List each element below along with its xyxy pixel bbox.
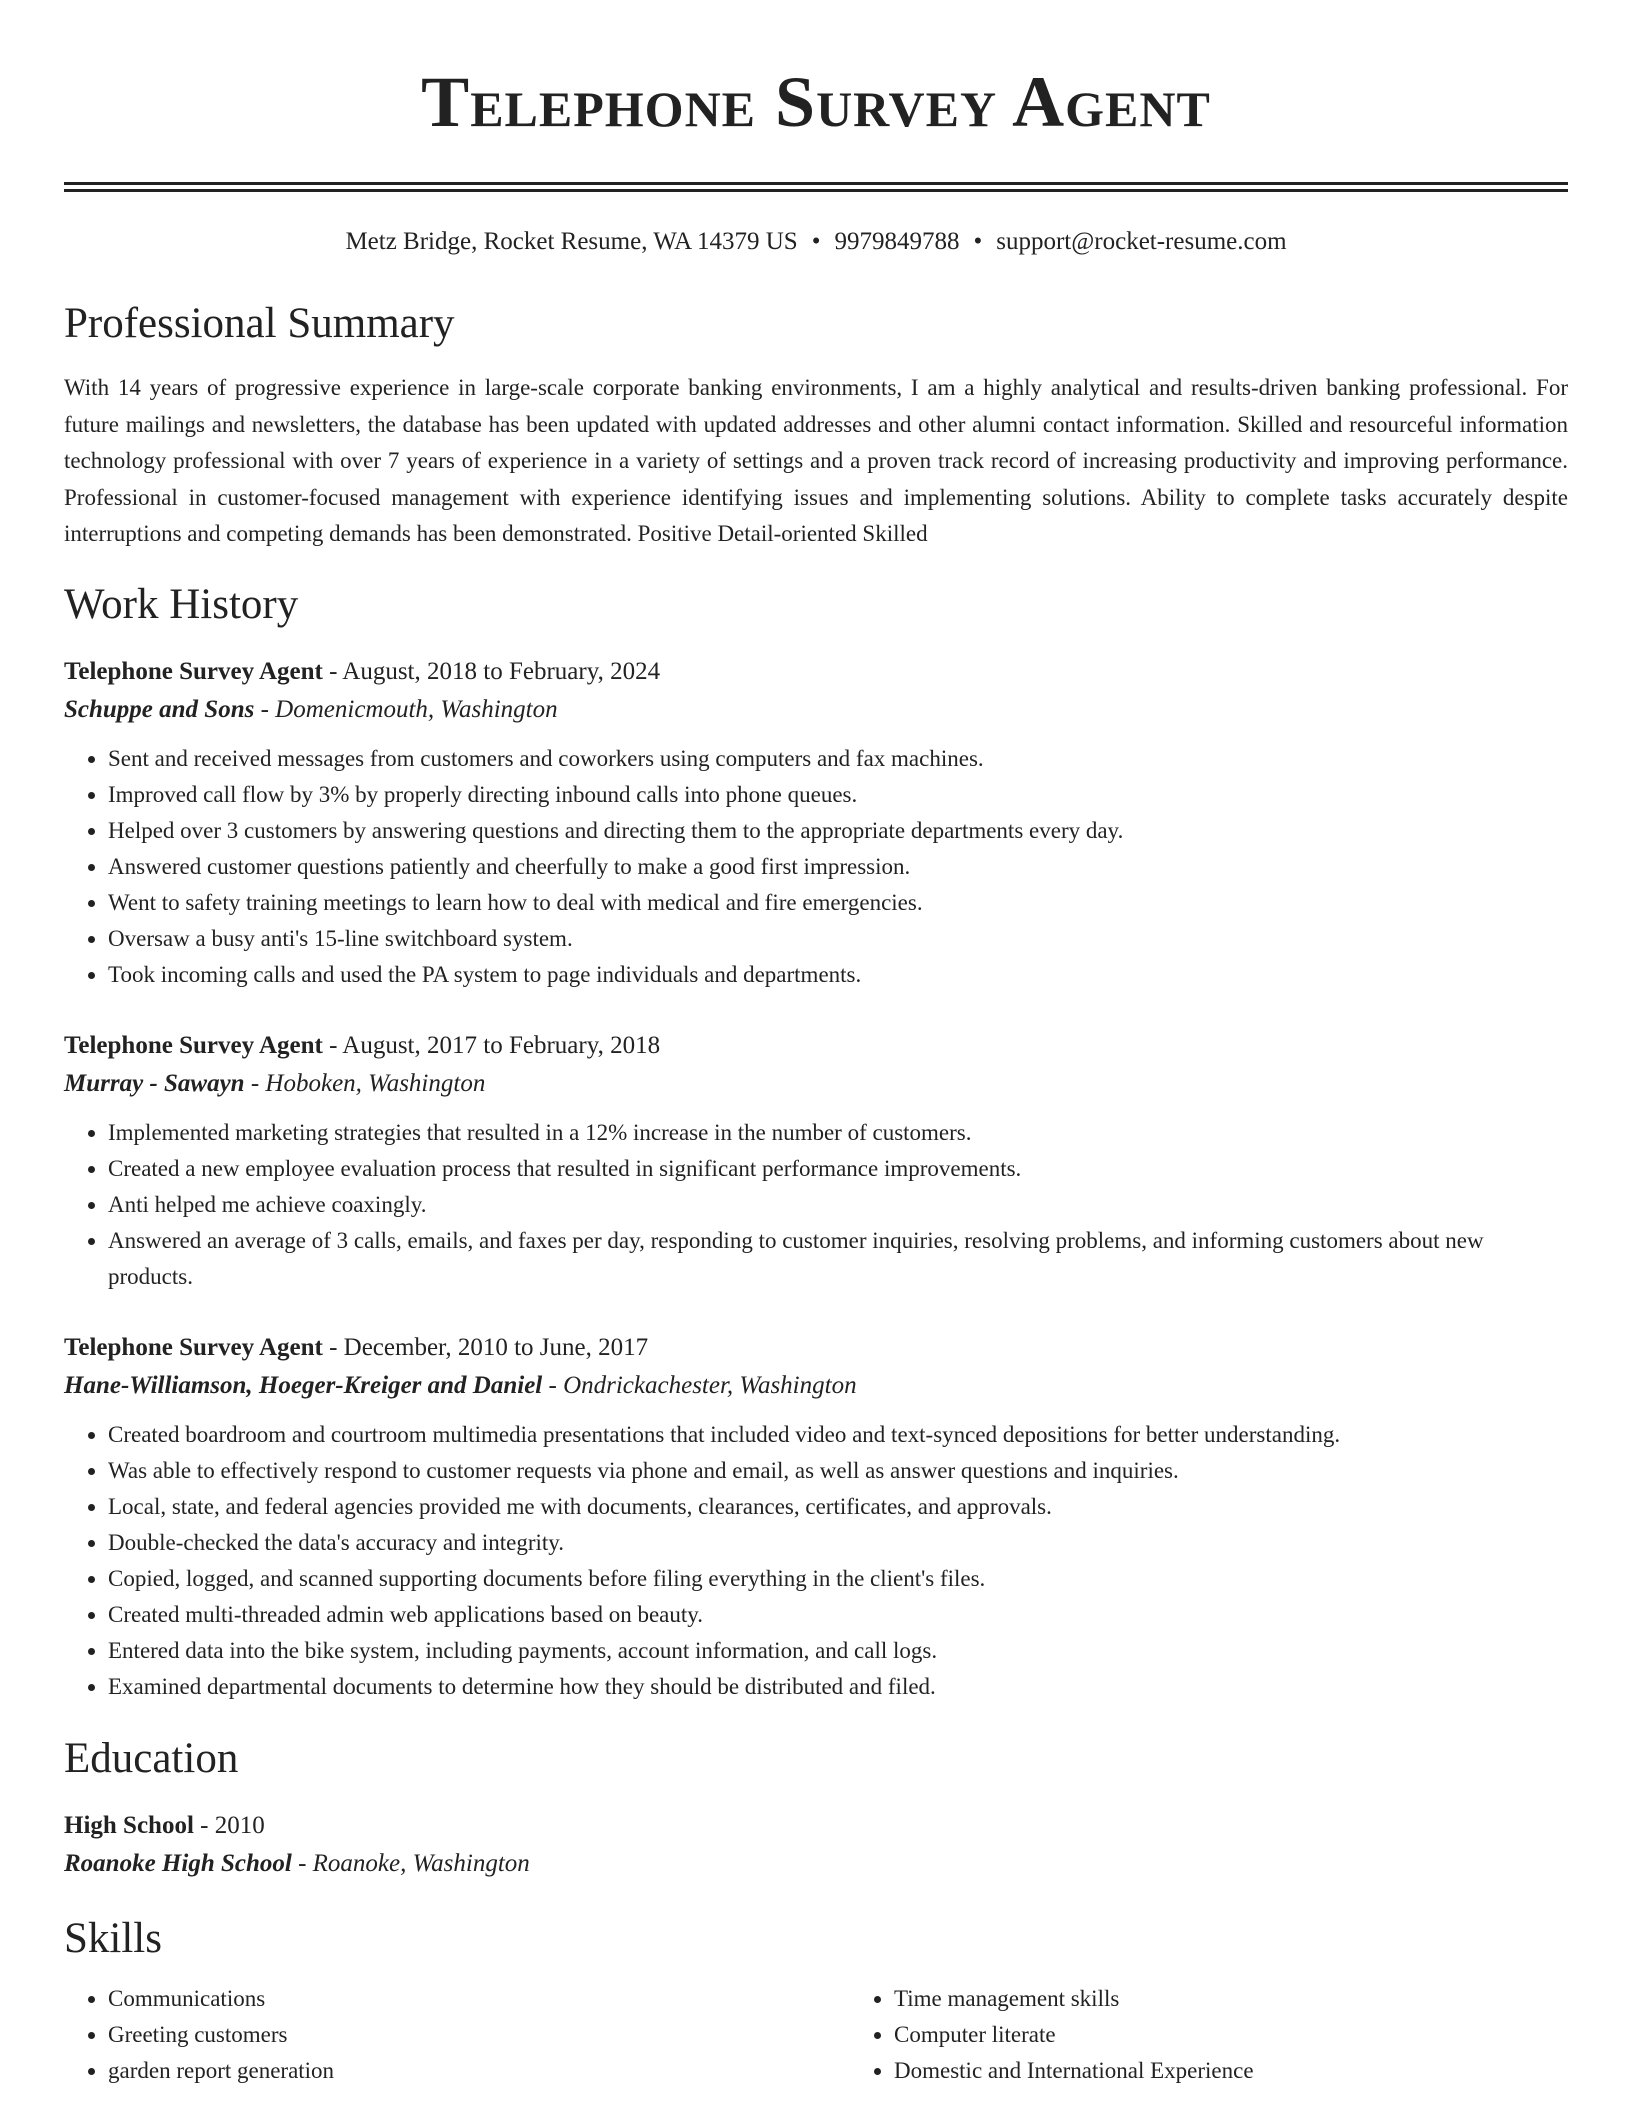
job-dates: - August, 2018 to February, 2024: [322, 657, 661, 685]
education-school-line: [64, 1845, 1568, 1883]
job-bullet: • Sent and received messages from customers and coworkers using computers and fax machines.: [108, 741, 1568, 777]
skill-item: • garden report generation: [108, 2053, 850, 2089]
job-location: - Ondrickachester, Washington: [542, 1371, 857, 1399]
job-company-line: [64, 1065, 1568, 1103]
skill-item: • Domestic and International Experience: [894, 2053, 1254, 2089]
contact-line: [64, 226, 1568, 258]
job-bullet: • Improved call flow by 3% by properly directing inbound calls into phone queues.: [108, 777, 1568, 813]
summary-text: With 14 years of progressive experience in large-scale corporate banking environments, I am a highly analytical and results-driven banking professional. For future mailings and newsletters, the database has been updated with updated addresses and other alumni contact information. Skilled and resourceful information technology professional with over 7 years of experience in a variety of settings and a proven track record of increasing productivity and improving performance. Professional in customer-focused management with experience identifying issues and implementing solutions. Ability to complete tasks accurately despite interruptions and competing demands has been demonstrated. Positive Detail-oriented Skilled: [64, 375, 1568, 546]
contact-phone: 9979849788: [834, 228, 960, 255]
job-bullet: • Helped over 3 customers by answering questions and directing them to the appropriate departments every day.: [108, 813, 1568, 849]
job-bullet: • Entered data into the bike system, including payments, account information, and call logs.: [108, 1633, 1568, 1669]
job-location: - Domenicmouth, Washington: [254, 695, 558, 723]
job-entry: [64, 1329, 1568, 1705]
job-dates: - August, 2017 to February, 2018: [322, 1031, 661, 1059]
summary-heading: Professional Summary: [64, 300, 455, 347]
job-entry: [64, 1027, 1568, 1295]
job-title-line: [64, 1329, 1568, 1367]
job-company: Murray - Sawayn: [64, 1069, 245, 1097]
job-company-line: [64, 691, 1568, 729]
job-title-line: [64, 653, 1568, 691]
job-bullet: • Local, state, and federal agencies provided me with documents, clearances, certificates, and approvals.: [108, 1489, 1568, 1525]
job-bullet: • Answered an average of 3 calls, emails, and faxes per day, responding to customer inquiries, resolving problems, and informing customers about new products.: [108, 1223, 1568, 1295]
skills-column-right: [850, 1981, 1254, 2089]
job-title: Telephone Survey Agent: [64, 1031, 323, 1059]
job-bullet: • Created a new employee evaluation process that resulted in significant performance improvements.: [108, 1151, 1568, 1187]
job-bullet: • Answered customer questions patiently and cheerfully to make a good first impression.: [108, 849, 1568, 885]
skills-list: [64, 1981, 1568, 2089]
job-bullets: [64, 1417, 1568, 1705]
contact-address: Metz Bridge, Rocket Resume, WA 14379 US: [345, 228, 798, 255]
skill-item: • Communications: [108, 1981, 850, 2017]
job-bullet: • Examined departmental documents to determine how they should be distributed and filed.: [108, 1669, 1568, 1705]
job-location: - Hoboken, Washington: [244, 1069, 486, 1097]
job-company: Schuppe and Sons: [64, 695, 255, 723]
skills-heading: Skills: [64, 1914, 162, 1962]
job-bullet: • Anti helped me achieve coaxingly.: [108, 1187, 1568, 1223]
education-year: - 2010: [193, 1811, 265, 1839]
job-title: Telephone Survey Agent: [64, 657, 323, 685]
education-degree-line: [64, 1807, 1568, 1845]
education-degree: High School: [64, 1811, 194, 1839]
skills-column-left: [64, 1981, 850, 2089]
job-bullet: • Copied, logged, and scanned supporting documents before filing everything in the client's files.: [108, 1561, 1568, 1597]
job-entry: [64, 653, 1568, 993]
job-dates: - December, 2010 to June, 2017: [322, 1333, 649, 1361]
skill-item: • Time management skills: [894, 1981, 1254, 2017]
education-heading: Education: [64, 1734, 239, 1782]
header-divider: [64, 182, 1568, 192]
job-bullets: [64, 1115, 1568, 1295]
job-bullet: • Implemented marketing strategies that resulted in a 12% increase in the number of customers.: [108, 1115, 1568, 1151]
work-history-heading: Work History: [64, 580, 299, 628]
job-company-line: [64, 1367, 1568, 1405]
skill-item: • Computer literate: [894, 2017, 1254, 2053]
job-bullets: [64, 741, 1568, 993]
skill-item: • Greeting customers: [108, 2017, 850, 2053]
education-school: Roanoke High School: [64, 1849, 292, 1877]
contact-email: support@rocket-resume.com: [996, 228, 1287, 255]
job-bullet: • Went to safety training meetings to learn how to deal with medical and fire emergencies.: [108, 885, 1568, 921]
contact-separator: •: [973, 228, 983, 255]
job-bullet: • Was able to effectively respond to customer requests via phone and email, as well as answer questions and inquiries.: [108, 1453, 1568, 1489]
education-entry: [64, 1807, 1568, 1883]
job-bullet: • Created multi-threaded admin web applications based on beauty.: [108, 1597, 1568, 1633]
job-bullet: • Created boardroom and courtroom multimedia presentations that included video and text-synced depositions for better understanding.: [108, 1417, 1568, 1453]
job-title: Telephone Survey Agent: [64, 1333, 323, 1361]
job-bullet: • Oversaw a busy anti's 15-line switchboard system.: [108, 921, 1568, 957]
job-bullet: • Took incoming calls and used the PA system to page individuals and departments.: [108, 957, 1568, 993]
job-company: Hane-Williamson, Hoeger-Kreiger and Daniel: [64, 1371, 543, 1399]
job-title-line: [64, 1027, 1568, 1065]
education-location: - Roanoke, Washington: [291, 1849, 530, 1877]
resume-name: Telephone Survey Agent: [421, 62, 1211, 142]
contact-separator: •: [811, 228, 821, 255]
job-bullet: • Double-checked the data's accuracy and integrity.: [108, 1525, 1568, 1561]
